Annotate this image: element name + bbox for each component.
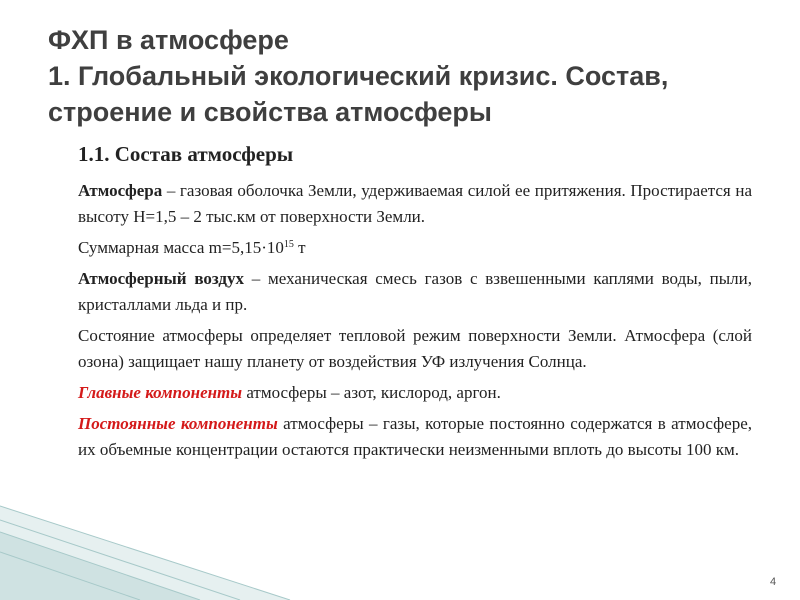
- slide-title: [48, 22, 768, 130]
- title-line-1: ФХП в атмосфере: [48, 25, 289, 55]
- definition-air: – механическая смесь газов с взвешенными каплями воды, пыли, кристаллами льда и пр.: [78, 269, 752, 314]
- paragraph-mass: [78, 235, 752, 261]
- title-line-2: 1. Глобальный экологический кризис. Состав,: [48, 61, 669, 91]
- title-line-3: строение и свойства атмосферы: [48, 97, 492, 127]
- paragraph-constant-components: [78, 411, 752, 463]
- paragraph-air: [78, 266, 752, 318]
- term-constant-components: Постоянные компоненты: [78, 414, 278, 433]
- definition-main-components: атмосферы – азот, кислород, аргон.: [242, 383, 501, 402]
- definition-atmosphere: – газовая оболочка Земли, удерживаемая силой ее притяжения. Простирается на высоту H=1,5 – 2 тыс.км от поверхности Земли.: [78, 181, 752, 226]
- corner-decoration: [0, 492, 300, 600]
- page-number: 4: [770, 576, 777, 588]
- term-atmosphere: Атмосфера: [78, 181, 163, 200]
- mass-exponent: 15: [283, 239, 294, 250]
- paragraph-atmosphere: [78, 178, 752, 230]
- mass-unit: т: [293, 238, 306, 257]
- mass-text: Суммарная масса m=5,15·10: [78, 238, 284, 257]
- slide-body: [78, 178, 752, 468]
- paragraph-state: Состояние атмосферы определяет тепловой режим поверхности Земли. Атмосфера (слой озона) защищает нашу планету от воздействия УФ излучения Солнца.: [78, 326, 752, 371]
- term-air: Атмосферный воздух: [78, 269, 245, 288]
- paragraph-main-components: [78, 380, 752, 406]
- section-subtitle: 1.1. Состав атмосферы: [78, 142, 294, 166]
- definition-constant-components: атмосферы – газы, которые постоянно содержатся в атмосфере, их объемные концентрации остаются практически неизменными вплоть до высоты 100 км.: [78, 414, 752, 459]
- term-main-components: Главные компоненты: [78, 383, 243, 402]
